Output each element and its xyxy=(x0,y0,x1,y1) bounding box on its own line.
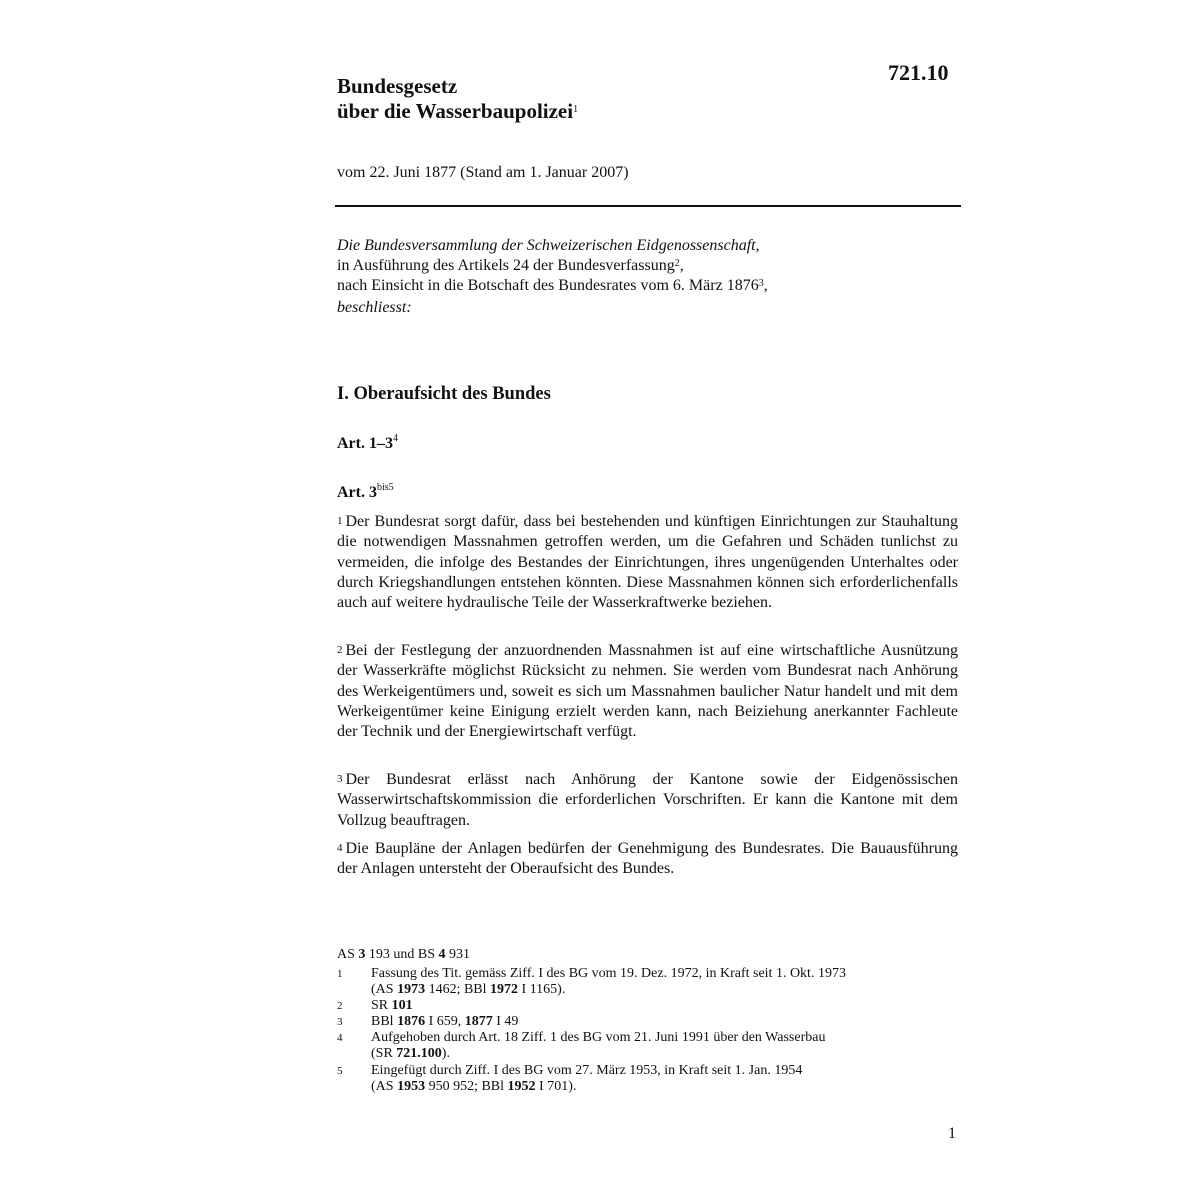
sr-number: 721.10 xyxy=(888,60,949,85)
footnote-number: 2 xyxy=(337,1000,343,1012)
footnote-number: 5 xyxy=(337,1065,343,1077)
footnote-4: 4 Aufgehoben durch Art. 18 Ziff. 1 des BG vom 21. Juni 1991 über den Wasserbau (SR 721.100). xyxy=(337,1030,826,1061)
page-number: 1 xyxy=(948,1125,956,1142)
paragraph-number: 3 xyxy=(337,773,343,785)
paragraph-number: 4 xyxy=(337,842,343,854)
footnote-ref-4[interactable]: 4 xyxy=(392,433,398,444)
footnote-number: 1 xyxy=(337,968,343,980)
footnote-3: 3 BBl 1876 I 659, 1877 I 49 xyxy=(337,1014,519,1029)
footnote-ref-3[interactable]: 3 xyxy=(758,278,764,289)
footnote-2: 2 SR 101 xyxy=(337,998,413,1013)
preamble-line-4: beschliesst: xyxy=(337,299,412,316)
paragraph-number: 2 xyxy=(337,644,343,656)
footnote-5: 5 Eingefügt durch Ziff. I des BG vom 27. März 1953, in Kraft seit 1. Jan. 1954 (AS 1953 950 952; BBl 1952 I 701). xyxy=(337,1063,803,1094)
source-reference: AS 3 193 und BS 4 931 xyxy=(337,947,471,962)
footnote-ref-2[interactable]: 2 xyxy=(674,258,680,269)
preamble xyxy=(337,236,768,318)
article-paragraph-4: $^4$ Die Baupläne der Anlagen bedürfen der Genehmigung des Bundesrates. Die Bauausführung der Anlagen untersteht der Oberaufsicht des Bundes. xyxy=(337,840,958,878)
section-heading: I. Oberaufsicht des Bundes xyxy=(337,384,551,404)
paragraph-number: 1 xyxy=(337,515,343,527)
article-paragraph-2: $^2$ Bei der Festlegung der anzuordnenden Massnahmen ist auf eine wirtschaftliche Ausnützung der Wasserkräfte möglichst Rücksicht zu nehmen. Sie werden vom Bundesrat nach Anhörung des Werkeigentümers und, soweit es sich um Massnahmen baulicher Natur handelt und mit dem Werkeigentümer keine Einigung erzielt werden kann, nach Beiziehung anerkannter Fachleute der Technik und der Energiewirtschaft verfügt. xyxy=(337,642,958,741)
preamble-line-3: nach Einsicht in die Botschaft des Bundesrates vom 6. März 1876$^3$, xyxy=(337,277,768,294)
footnote-ref-5[interactable]: bis5 xyxy=(376,482,394,493)
article-paragraph-1: $^1$ Der Bundesrat sorgt dafür, dass bei bestehenden und künftigen Einrichtungen zur Stauhaltung die notwendigen Massnahmen getroffen werden, um die Gefahren und Schäden tunlichst zu vermeiden, die infolge des Bestandes der Einrichtungen, ihres ungenügenden Unterhaltes oder durch Kriegshandlungen entstehen könnten. Diese Massnahmen können sich erforderlichenfalls auch auf weitere hydraulische Teile der Wasserkraftwerke beziehen. xyxy=(337,513,958,612)
date-line: vom 22. Juni 1877 (Stand am 1. Januar 2007) xyxy=(337,164,629,181)
preamble-line-1: Die Bundesversammlung der Schweizerischen Eidgenossenschaft, xyxy=(337,237,760,254)
footnote-ref-1[interactable]: 1 xyxy=(573,104,579,115)
document-title xyxy=(337,74,578,124)
footnote-number: 4 xyxy=(337,1032,343,1044)
article-3bis-heading: Art. $3^{bis5}$ xyxy=(337,482,394,501)
article-paragraph-3: $^3$ Der Bundesrat erlässt nach Anhörung der Kantone sowie der Eidgenössischen Wasserwirtschaftskommission die erforderlichen Vorschriften. Er kann die Kantone mit dem Vollzug beauftragen. xyxy=(337,771,958,829)
preamble-line-2: in Ausführung des Artikels 24 der Bundesverfassung$^2$, xyxy=(337,257,684,274)
footnote-number: 3 xyxy=(337,1016,343,1028)
header-divider xyxy=(335,205,961,207)
footnote-1: 1 Fassung des Tit. gemäss Ziff. I des BG vom 19. Dez. 1972, in Kraft seit 1. Okt. 1973 (AS 1973 1462; BBl 1972 I 1165). xyxy=(337,966,846,997)
title-line-1: Bundesgesetz xyxy=(337,74,458,98)
article-1-3-heading: Art. $1-3^4$ xyxy=(337,433,398,452)
title-line-2: über die Wasserbaupolizei$^1$ xyxy=(337,99,579,123)
